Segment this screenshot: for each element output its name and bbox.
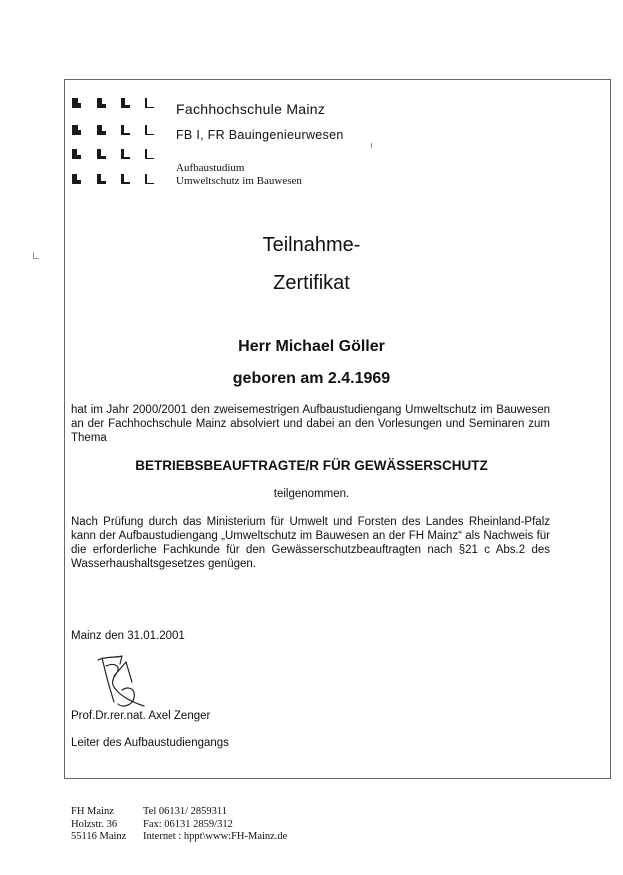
program-line-1: Aufbaustudium	[176, 162, 245, 174]
certificate-title-line-1: Teilnahme-	[262, 234, 361, 256]
logo-block	[72, 155, 81, 159]
logo-block	[72, 130, 81, 135]
footer-phone: Tel 06131/ 2859311	[143, 806, 228, 817]
program-line-2: Umweltschutz im Bauwesen	[176, 175, 302, 187]
logo-block	[97, 156, 106, 159]
footer-address	[71, 806, 126, 844]
logo-block	[97, 131, 106, 135]
department-name: FB I, FR Bauingenieurwesen	[176, 128, 344, 142]
logo-block	[145, 158, 154, 160]
signature	[92, 652, 162, 714]
logo-block	[72, 103, 81, 108]
logo-block	[72, 180, 81, 184]
logo-block	[121, 157, 130, 159]
logo-block	[145, 183, 154, 185]
place-and-date: Mainz den 31.01.2001	[71, 630, 185, 642]
footer-address-line-3: 55116 Mainz	[71, 831, 127, 842]
scan-tick-mark	[371, 143, 372, 148]
footer-address-line-1: FH Mainz	[71, 806, 114, 817]
logo-block	[145, 107, 154, 109]
logo-block	[121, 133, 130, 135]
footer-contact	[143, 806, 287, 844]
institution-name: Fachhochschule Mainz	[176, 101, 326, 117]
footer-address-line-2: Holzstr. 36	[71, 818, 118, 830]
program-name	[176, 162, 302, 188]
fh-mainz-logo	[72, 98, 162, 190]
signer-role: Leiter des Aufbaustudiengangs	[71, 737, 229, 749]
logo-block	[121, 105, 130, 108]
logo-block	[145, 134, 154, 136]
footer-web: Internet : hppt\www:FH-Mainz.de	[143, 831, 288, 842]
recipient-name: Herr Michael Göller	[238, 338, 385, 355]
footer-fax: Fax: 06131 2859/312	[143, 818, 233, 830]
logo-block	[121, 182, 130, 184]
logo-block	[97, 181, 106, 184]
intro-paragraph: hat im Jahr 2000/2001 den zweisemestrigen Aufbaustudiengang Umweltschutz im Bauwesen an der Fachhochschule Mainz absolviert und dabei an den Vorlesungen und Seminaren zum Thema	[71, 404, 550, 444]
logo-block	[97, 104, 106, 108]
certificate-title-line-2: Zertifikat	[273, 272, 350, 294]
signer-name: Prof.Dr.rer.nat. Axel Zenger	[71, 710, 211, 722]
course-subject: BETRIEBSBEAUFTRAGTE/R FÜR GEWÄSSERSCHUTZ	[135, 458, 488, 473]
participated-text: teilgenommen.	[273, 488, 350, 500]
recognition-paragraph: Nach Prüfung durch das Ministerium für Umwelt und Forsten des Landes Rheinland-Pfalz kann der Aufbaustudiengang „Umweltschutz im Bauwesen an der FH Mainz“ als Nachweis für die erforderliche Fachkunde für den Gewässerschutzbeauftragten nach §21 c Abs.2 des Wasserhaushaltsgesetzes genügen.	[71, 516, 550, 570]
recipient-birthdate: geboren am 2.4.1969	[232, 370, 391, 387]
